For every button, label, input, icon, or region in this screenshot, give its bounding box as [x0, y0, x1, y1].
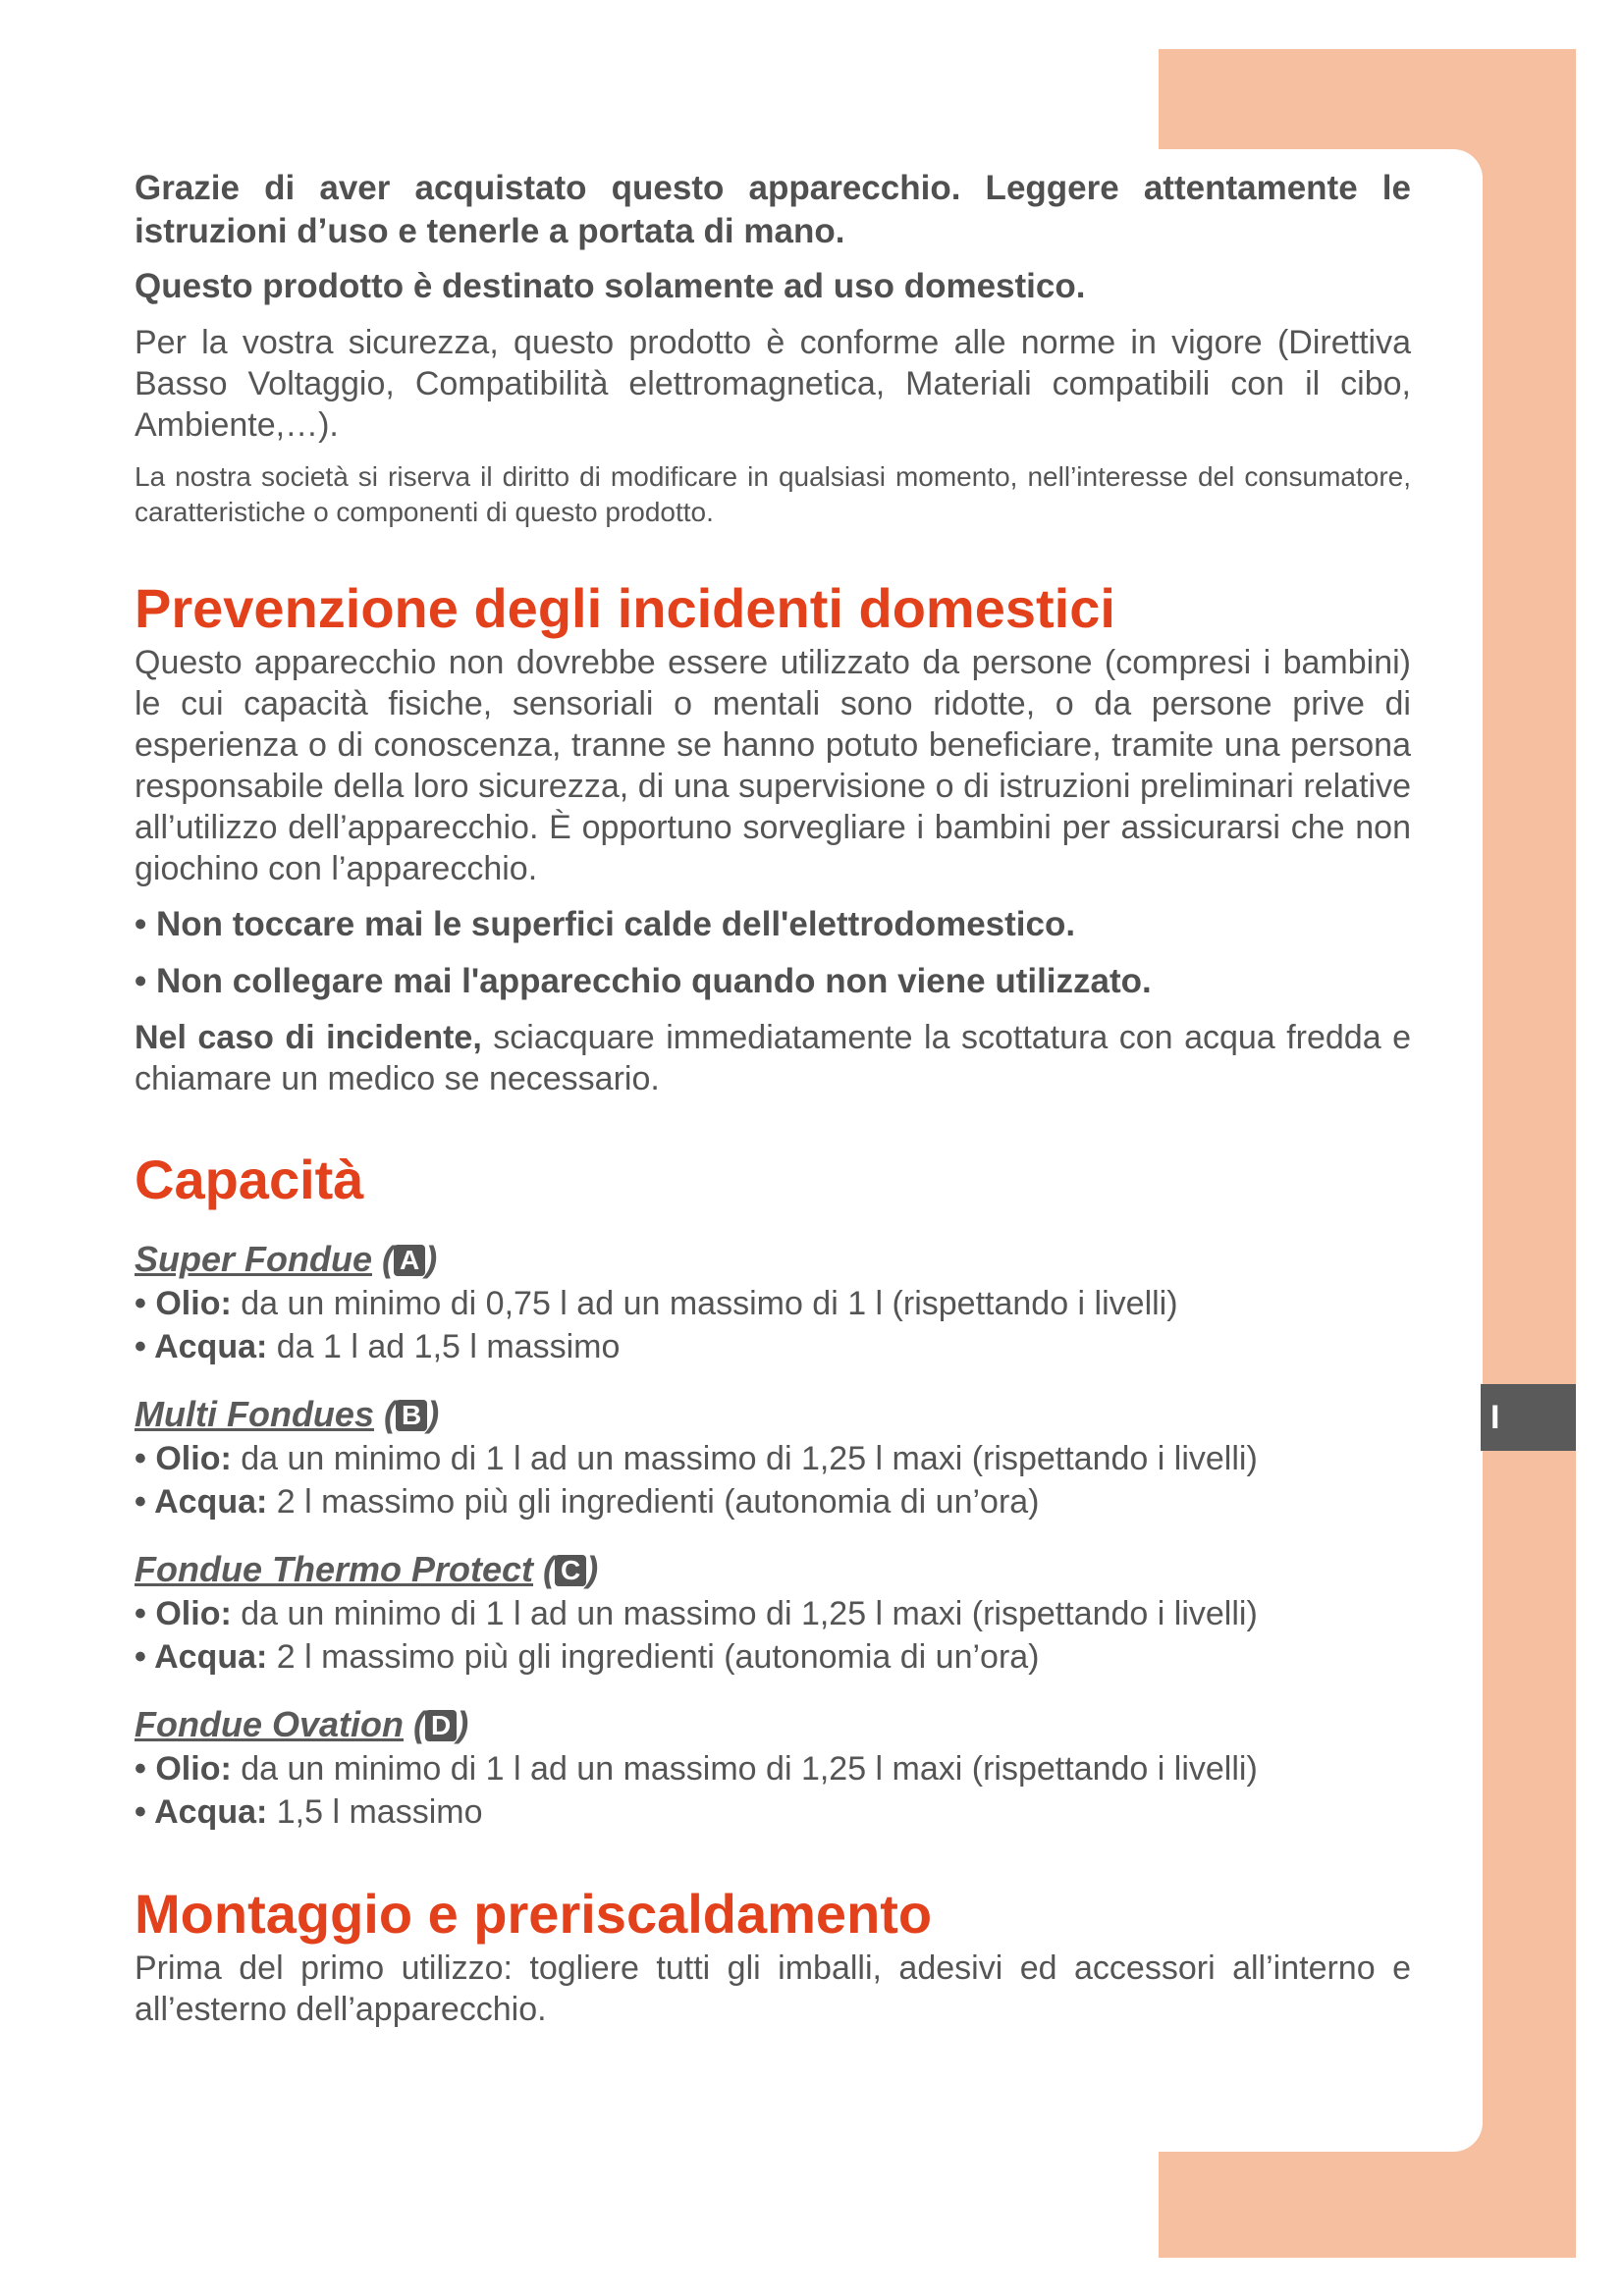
oil-label: • Olio: [135, 1750, 232, 1788]
water-label: • Acqua: [135, 1483, 268, 1521]
water-text: 2 l massimo più gli ingredienti (autonomia di un’ora) [267, 1638, 1040, 1676]
capacity-oil [135, 1282, 1411, 1325]
intro-domestic-use: Questo prodotto è destinato solamente ad uso domestico. [135, 267, 1086, 305]
capacity-water [135, 1790, 1411, 1834]
product-title-fondue-ovation: Fondue Ovation ( D ) [135, 1704, 469, 1744]
capacity-oil [135, 1747, 1411, 1790]
product-title-fondue-thermo-protect: Fondue Thermo Protect ( C ) [135, 1549, 599, 1589]
oil-label: • Olio: [135, 1595, 232, 1632]
product-name: Super Fondue [135, 1239, 372, 1279]
intro-disclaimer: La nostra società si riserva il diritto di modificare in qualsiasi momento, nell’interesse del consumatore, caratteristiche o componenti di questo prodotto. [135, 461, 1411, 527]
accident-label: Nel caso di incidente, [135, 1019, 482, 1056]
product-name: Fondue Thermo Protect [135, 1549, 534, 1589]
capacity-oil [135, 1437, 1411, 1480]
section-title-assembly: Montaggio e preriscaldamento [135, 1883, 933, 1945]
prevention-bullet: • Non toccare mai le superfici calde dell'elettrodomestico. [135, 905, 1076, 943]
water-text: 1,5 l massimo [267, 1793, 483, 1831]
capacity-water [135, 1480, 1411, 1523]
capacity-water [135, 1325, 1411, 1368]
section-title-capacity: Capacità [135, 1148, 364, 1210]
oil-label: • Olio: [135, 1440, 232, 1477]
product-title-multi-fondues: Multi Fondues ( B ) [135, 1394, 440, 1434]
section-title-prevention: Prevenzione degli incidenti domestici [135, 577, 1115, 639]
oil-text: da un minimo di 0,75 l ad un massimo di 1 l (rispettando i livelli) [231, 1285, 1178, 1322]
oil-text: da un minimo di 1 l ad un massimo di 1,25 l maxi (rispettando i livelli) [231, 1440, 1258, 1477]
water-text: da 1 l ad 1,5 l massimo [267, 1328, 621, 1365]
water-text: 2 l massimo più gli ingredienti (autonomia di un’ora) [267, 1483, 1040, 1521]
product-badge-a: A [394, 1245, 425, 1276]
accident-paragraph [135, 1017, 1411, 1099]
language-tab-label: I [1490, 1398, 1500, 1436]
water-label: • Acqua: [135, 1793, 268, 1831]
product-title-super-fondue: Super Fondue ( A ) [135, 1239, 438, 1279]
assembly-text: Prima del primo utilizzo: togliere tutti gli imballi, adesivi ed accessori all’interno e all’esterno dell’apparecchio. [135, 1949, 1411, 2028]
product-badge-b: B [396, 1400, 427, 1431]
intro-thanks: Grazie di aver acquistato questo apparecchio. Leggere attentamente le istruzioni d’uso e tenerle a portata di mano. [135, 169, 1411, 250]
water-label: • Acqua: [135, 1328, 268, 1365]
product-name: Multi Fondues [135, 1394, 374, 1434]
capacity-water [135, 1635, 1411, 1679]
oil-text: da un minimo di 1 l ad un massimo di 1,25 l maxi (rispettando i livelli) [231, 1595, 1258, 1632]
product-name: Fondue Ovation [135, 1704, 404, 1744]
oil-label: • Olio: [135, 1285, 232, 1322]
water-label: • Acqua: [135, 1638, 268, 1676]
language-tab [1481, 1384, 1576, 1451]
prevention-bullet: • Non collegare mai l'apparecchio quando non viene utilizzato. [135, 962, 1152, 1000]
document-content [135, 167, 1411, 2030]
product-badge-d: D [425, 1710, 457, 1741]
accident-text: sciacquare immediatamente la scottatura con acqua fredda e chiamare un medico se necessario. [135, 1019, 1412, 1097]
oil-text: da un minimo di 1 l ad un massimo di 1,25 l maxi (rispettando i livelli) [231, 1750, 1258, 1788]
capacity-oil [135, 1592, 1411, 1635]
product-badge-c: C [555, 1555, 586, 1586]
intro-safety: Per la vostra sicurezza, questo prodotto è conforme alle norme in vigore (Direttiva Basso Voltaggio, Compatibilità elettromagnetica, Materiali compatibili con il cibo, Ambiente,…). [135, 324, 1411, 444]
prevention-text: Questo apparecchio non dovrebbe essere utilizzato da persone (compresi i bambini) le cui capacità fisiche, sensoriali o mentali sono ridotte, o da persone prive di esperienza o di conoscenza, tranne se hanno potuto beneficiare, tramite una persona responsabile della loro sicurezza, di una supervisione o di istruzioni preliminari relative all’utilizzo dell’apparecchio. È opportuno sorvegliare i bambini per assicurarsi che non giochino con l’apparecchio. [135, 644, 1411, 887]
